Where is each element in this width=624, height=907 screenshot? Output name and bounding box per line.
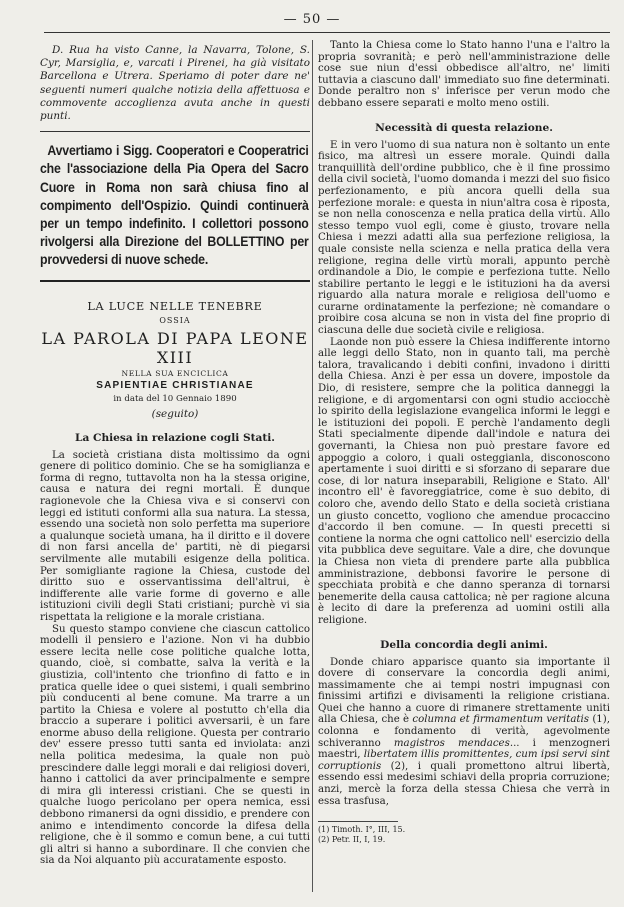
latin-quote: libertatem illis promittentes, cum ipsi servi sint corruptionis [318,749,610,772]
separator-rule [40,131,310,132]
title-date: in data del 10 Gennaio 1890 [113,393,237,404]
footnote: (1) Timoth. I°, III, 15. [318,825,406,835]
latin-quote: columna et firmamentum veritatis [412,714,590,726]
section-heading: La Chiesa in relazione cogli Stati. [75,431,275,444]
title-line-3: LA PAROLA DI PAPA LEONE XIII [41,328,309,367]
article-title-block [40,300,310,420]
section-heading: Della concordia degli animi. [380,638,548,651]
notice-block: Avvertiamo i Sigg. Cooperatori e Cooperatrici che l'associazione della Pia Opera del Sacro Cuore in Roma non sarà chiusa fino al compimento dell'Ospizio. Quindi continuerà per un tempo indefinito. I collettori possono rivolgersi alla Direzione del BOLLETTINO per provvedersi di nuove schede. [40,143,309,268]
title-line-5: SAPIENTIAE CHRISTIANAE [96,379,254,391]
header-rule [44,32,610,33]
footnote: (2) Petr. II, I, 19. [318,834,386,844]
intro-note: D. Rua ha visto Canne, la Navarra, Tolone, S. Cyr, Marsiglia, e, varcati i Pirenei, ha già visitato Barcellona e Utrera. Speriamo di poter dare ne' seguenti numeri qualche notizia della affettuosa e commovente accoglienza avuta anche in questi punti. [40,44,310,123]
title-continued: (seguito) [151,407,199,420]
title-line-4: NELLA SUA ENCICLICA [121,368,229,378]
title-line-1: LA LUCE NELLE TENEBRE [87,299,263,313]
paragraph: Donde chiaro apparisce quanto sia importante il dovere di conservare la concordia degli animi, massimamente che ai tempi nostri impugnasi con finissimi artifizi e divisamenti la religione cristiana. Quei che hanno a cuore di rimanere strettamente uniti alla Chiesa, che è columna et firmamentum veritatis (1), colonna e fondamento di verità, agevolmente schiveranno magistros mendaces... i menzogneri maestri, libertatem illis promittentes, cum ipsi servi sint corruptionis (2), i quali promettono altrui libertà, essendo essi medesimi schiavi della propria corruzione; anzi, mercè la forza della stessa Chiesa che verrà in essa trasfusa, [318,656,610,807]
section-heading: Necessità di questa relazione. [375,121,553,134]
paragraph: Laonde non può essere la Chiesa indifferente intorno alle leggi dello Stato, non in quanto tali, ma perchè talora, travalicando i debiti confini, invadono i diritti della Chiesa. Anzi è per essa un dovere, impostole da Dio, di resistere, sempre che la politica danneggi la religione, e di argomentarsi con ogni studio acciocchè lo spirito della legislazione evangelica informi le leggi e le istituzioni dei popoli. E perchè l'andamento degli Stati specialmente dipende dall'indole e natura dei governanti, la Chiesa non può prestare favore ed appoggio a coloro, i quali osteggianla, disconoscono apertamente i suoi diritti e si sforzano di separare due cose, di lor natura inseparabili, Religione e Stato. All' incontro ell' è favoreggiatrice, come è suo debito, di coloro che, avendo dello Stato e della società cristiana un giusto concetto, vogliono che amendue procaccino d'accordo il ben comune. — In questi precetti si contiene la norma che ogni cattolico nell' esercizio della vita pubblica deve seguitare. Vale a dire, che dovunque la Chiesa non vieta di prendere parte alla pubblica amministrazione, debbonsi favorire le persone di specchiata probità e che danno speranza di tornarsi benemerite della causa cattolica; nè per ragione alcuna è lecito di dare la preferenza ad uomini ostili alla religione. [318,336,610,626]
footnote-rule [318,821,398,822]
right-column [318,40,610,844]
title-line-2: OSSIA [159,315,191,325]
paragraph: E in vero l'uomo di sua natura non è soltanto un ente fisico, ma altresì un essere morale. Quindi dalla tranquillità dell'ordine pubblico, che è il fine prossimo della civil società, l'uomo domanda i mezzi del suo fisico perfezionamento, e più ancora quelli della sua perfezione morale: e questa in niun'altra cosa è riposta, se non nella conoscenza e nella pratica della virtù. Allo stesso tempo vuol egli, come è giusto, trovare nella Chiesa i mezzi adatti alla sua perfezione religiosa, la quale consiste nella scienza e nella pratica della vera religione, regina delle virtù morali, appunto perchè ordinandole a Dio, le compie e perfeziona tutte. Nello stabilire pertanto le leggi e le istituzioni ha da aversi riguardo alla natura morale e religiosa dell'uomo e curarne ordinatamente la perfezione; nè comandare o proibire cosa alcuna se non in vista del fine proprio di ciascuna delle due società civile e religiosa. [318,139,610,337]
page-number: — 50 — [283,12,341,27]
paragraph: Tanto la Chiesa come lo Stato hanno l'una e l'altro la propria sovranità; e però nell'amministrazione delle cose sue niun d'essi obbedisce all'altro, ne' limiti tuttavia a ciascuno dall' immediato suo fine determinati. Donde peraltro non s' inferisce per verun modo che debbano essere separati e molto meno ostili. [318,40,610,109]
left-column [40,40,310,867]
column-divider [312,40,313,892]
paragraph: Su questo stampo conviene che ciascun cattolico modelli il pensiero e l'azione. Non vi ha dubbio essere lecita nelle cose politiche qualche lotta, quando, cioè, si combatte, salva la verità e la giustizia, coll'intento che trionfino di fatto e in pratica quelle idee o quei sistemi, i quali sembrino più conducenti al bene comune. Ma trarre a un partito la Chiesa e volere al postutto ch'ella dia braccio a superare i politici avversarii, è un fare enorme abuso della religione. Questa per contrario dev' essere presso tutti santa ed inviolata: anzi nella politica medesima, la quale non può prescindere dalle leggi morali e dai religiosi doveri, hanno i cattolici da aver principalmente e sempre di mira gli interessi cristiani. Che se questi in qualche luogo pericolano per opera nemica, essi debbono rimanersi da ogni dissidio, e prendere con animo e intendimento concorde la difesa della religione, che è il sommo e comun bene, a cui tutti gli altri si hanno a subordinare. Il che convien che sia da Noi alquanto più accuratamente esposto. [40,623,310,867]
latin-quote: magistros mendaces [393,737,510,749]
separator-rule-thick [40,280,310,282]
paragraph: La società cristiana dista moltissimo da ogni genere di politico dominio. Che se ha somiglianza e forma di regno, tuttavolta non ha la stessa origine, causa e natura dei regni mortali. È dunque ragionevole che la Chiesa viva e si conservi con leggi ed istituti conformi alla sua natura. La stessa, essendo una società non solo perfetta ma superiore a qualunque società umana, ha il diritto e il dovere di non farsi ancella de' partiti, nè di piegarsi servilmente alle mutabili esigenze della politica. Per somigliante ragione la Chiesa, custode del diritto suo e osservantissima dell'altrui, è indifferente alle varie forme di governo e alle istituzioni civili degli Stati cristiani; purchè vi sia rispettata la religione e la morale cristiana. [40,449,310,623]
